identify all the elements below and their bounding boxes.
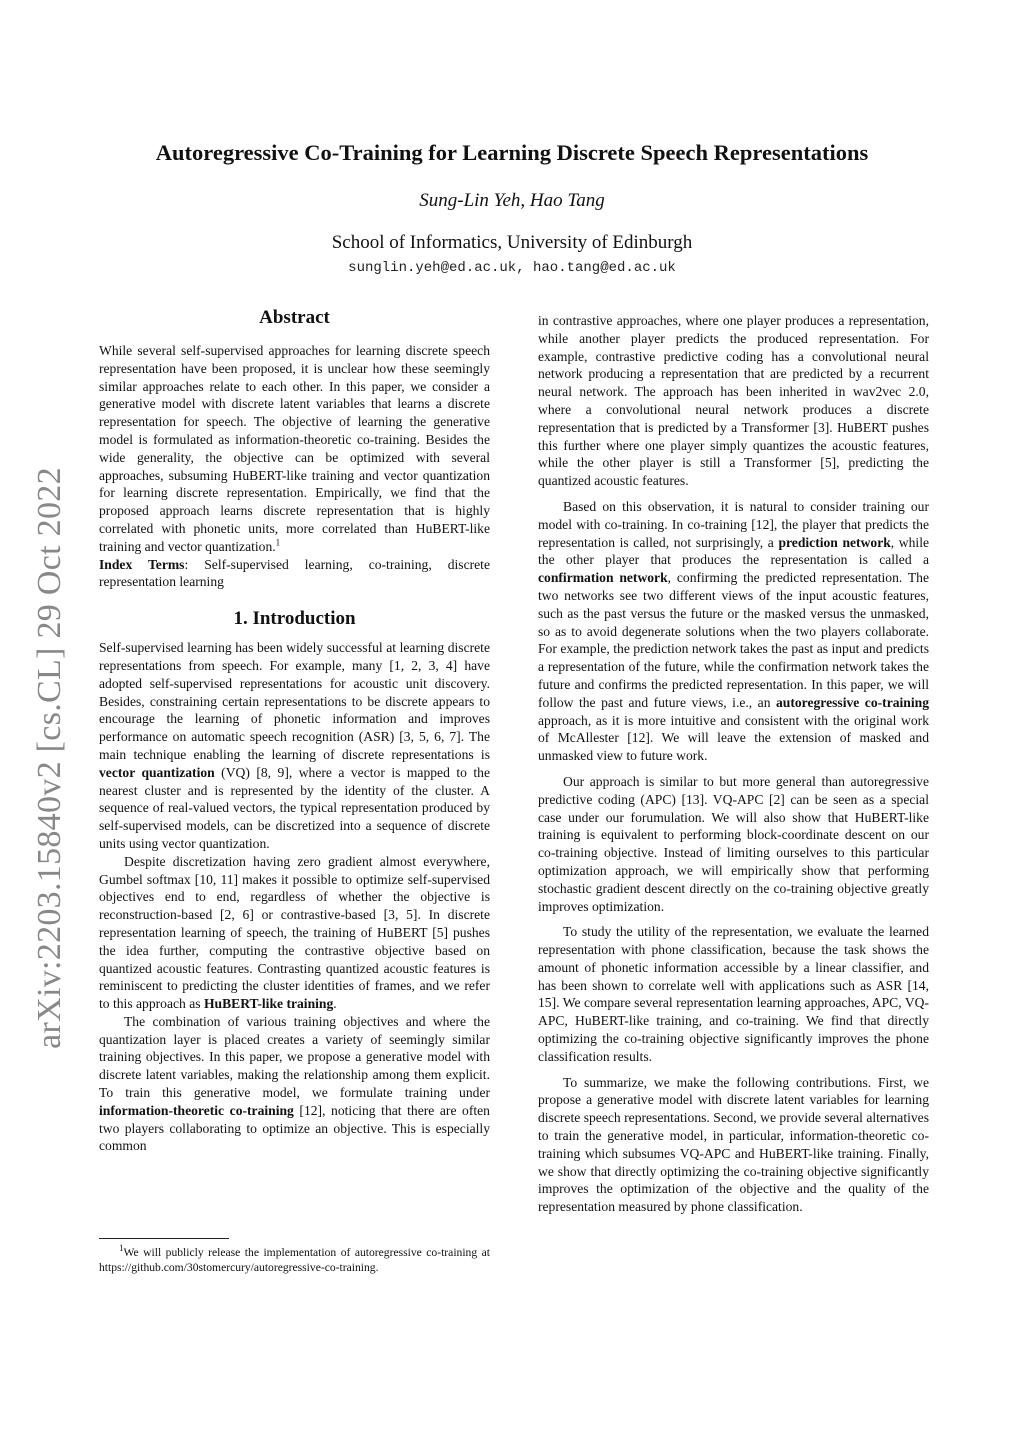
- right-column: [538, 312, 929, 1216]
- abstract-text: While several self-supervised approaches for learning discrete speech representation have been proposed, it is unclear how these seemingly similar approaches relate to each other. In this paper, we consider a generative model with discrete latent variables that learns a discrete representation for speech. The objective of learning the generative model is formulated as information-theoretic co-training. Besides the wide generality, the objective can be optimized with several approaches, subsuming HuBERT-like training and vector quantization for learning discrete representation. Empirically, we find that the proposed approach learns discrete representation that is highly correlated with phonetic units, more correlated than HuBERT-like training and vector quantization.$^1$: [99, 343, 490, 554]
- emails: sunglin.yeh@ed.ac.uk, hao.tang@ed.ac.uk: [348, 260, 676, 276]
- arxiv-id: arXiv:2203.15840v2 [cs.CL] 29 Oct 2022: [31, 467, 69, 1049]
- intro-paragraph-7: To study the utility of the representation, we evaluate the learned representation with phone classification, because the task shows the amount of phonetic information accessible by a linear classifier, and has been shown to correlate well with applications such as ASR [14, 15]. We compare several representation learning approaches, APC, VQ-APC, HuBERT-like training, and co-training. We find that directly optimizing the co-training objective significantly improves the phone classification results.: [538, 924, 929, 1064]
- footnote: [99, 1238, 490, 1275]
- affiliation: School of Informatics, University of Edinburgh: [331, 232, 693, 253]
- footnote-text: $^1$We will publicly release the implementation of autoregressive co-training at https://github.com/30stomercury/autoregressive-co-training.: [99, 1243, 490, 1274]
- index-terms-label: Index Terms: [99, 556, 185, 572]
- footnote-mark: 1: [275, 537, 281, 548]
- left-column: [99, 306, 490, 1155]
- authors: Sung-Lin Yeh, Hao Tang: [419, 190, 605, 211]
- intro-paragraph-4: in contrastive approaches, where one player produces a representation, while another player predicts the produced representation. For example, contrastive predictive coding has a convolutional neural network producing a representation that are predicted by a recurrent neural network. The approach has been inherited in wav2vec 2.0, where a convolutional neural network produces a discrete representation that is predicted by a Transformer [3]. HuBERT pushes this further where one player simply quantizes the acoustic features, while the other player is still a Transformer [5], predicting the quantized acoustic features.: [538, 313, 929, 489]
- paper-title: Autoregressive Co-Training for Learning Discrete Speech Representations: [155, 140, 869, 165]
- index-terms: Index Terms: Self-supervised learning, co-training, discrete representation learning: [99, 556, 490, 590]
- intro-paragraph-5: Based on this observation, it is natural to consider training our model with co-training. In co-training [12], the player that predicts the representation is called, not surprisingly, a prediction network, while the other player that produces the representation is called a confirmation network, confirming the predicted representation. The two networks see two different views of the input acoustic features, such as the past versus the future or the masked versus the unmasked, so as to avoid degenerate solutions when the two players collaborate. For example, the prediction network takes the past as input and predicts a representation of the future, while the confirmation network takes the future and confirms the predicted representation. In this paper, we will follow the past and future views, i.e., an autoregressive co-training approach, as it is more intuitive and consistent with the original work of McAllester [12]. We will leave the extension of masked and unmasked view to future work.: [538, 498, 930, 764]
- arxiv-watermark: [20, 458, 80, 1058]
- intro-heading: 1. Introduction: [233, 608, 356, 630]
- intro-paragraph-3: The combination of various training objectives and where the quantization layer is placed creates a variety of seemingly similar training objectives. In this paper, we propose a generative model with discrete latent variables, making the relationship among them explicit. To train this generative model, we formulate training under information-theoretic co-training [12], noticing that there are often two players collaborating to optimize an objective. This is especially common: [99, 1013, 490, 1154]
- intro-paragraph-1: Self-supervised learning has been widely successful at learning discrete representations from speech. For example, many [1, 2, 3, 4] have adopted self-supervised representations for acoustic unit discovery. Besides, constraining certain representations to be discrete appears to encourage the learning of phonetic information and improves performance on automatic speech recognition (ASR) [3, 5, 6, 7]. The main technique enabling the learning of discrete representations is vector quantization (VQ) [8, 9], where a vector is mapped to the nearest cluster and is represented by the identity of the cluster. A sequence of real-valued vectors, the typical representation produced by self-supervised models, can be discretized into a sequence of discrete units using vector quantization.: [99, 640, 490, 851]
- intro-paragraph-6: Our approach is similar to but more general than autoregressive predictive coding (APC) [13]. VQ-APC [2] can be seen as a special case under our forumulation. We will also show that HuBERT-like training is equivalent to performing block-coordinate descent on our co-training objective. Instead of limiting ourselves to this particular optimization approach, we will empirically show that performing stochastic gradient descent directly on the co-training objective greatly improves optimization.: [538, 773, 929, 914]
- intro-paragraph-2: Despite discretization having zero gradient almost everywhere, Gumbel softmax [10, 11] makes it possible to optimize self-supervised objectives end to end, regardless of whether the objective is reconstruction-based [2, 6] or contrastive-based [3, 5]. In discrete representation learning of speech, the training of HuBERT [5] pushes the idea further, computing the contrastive objective based on quantized acoustic features. Contrasting quantized acoustic features is reminiscent to predicting the cluster identities of frames, and we refer to this approach as HuBERT-like training.: [99, 853, 490, 1012]
- footnote-rule: [99, 1238, 229, 1239]
- intro-paragraph-8: To summarize, we make the following contributions. First, we propose a generative model with discrete latent variables for learning discrete speech representations. Second, we provide several alternatives to train the generative model, in particular, information-theoretic co-training which subsumes VQ-APC and HuBERT-like training. Finally, we show that directly optimizing the co-training objective significantly improves the optimization of the objective and the quality of the representation measured by phone classification.: [538, 1074, 929, 1215]
- abstract-heading: Abstract: [259, 307, 330, 328]
